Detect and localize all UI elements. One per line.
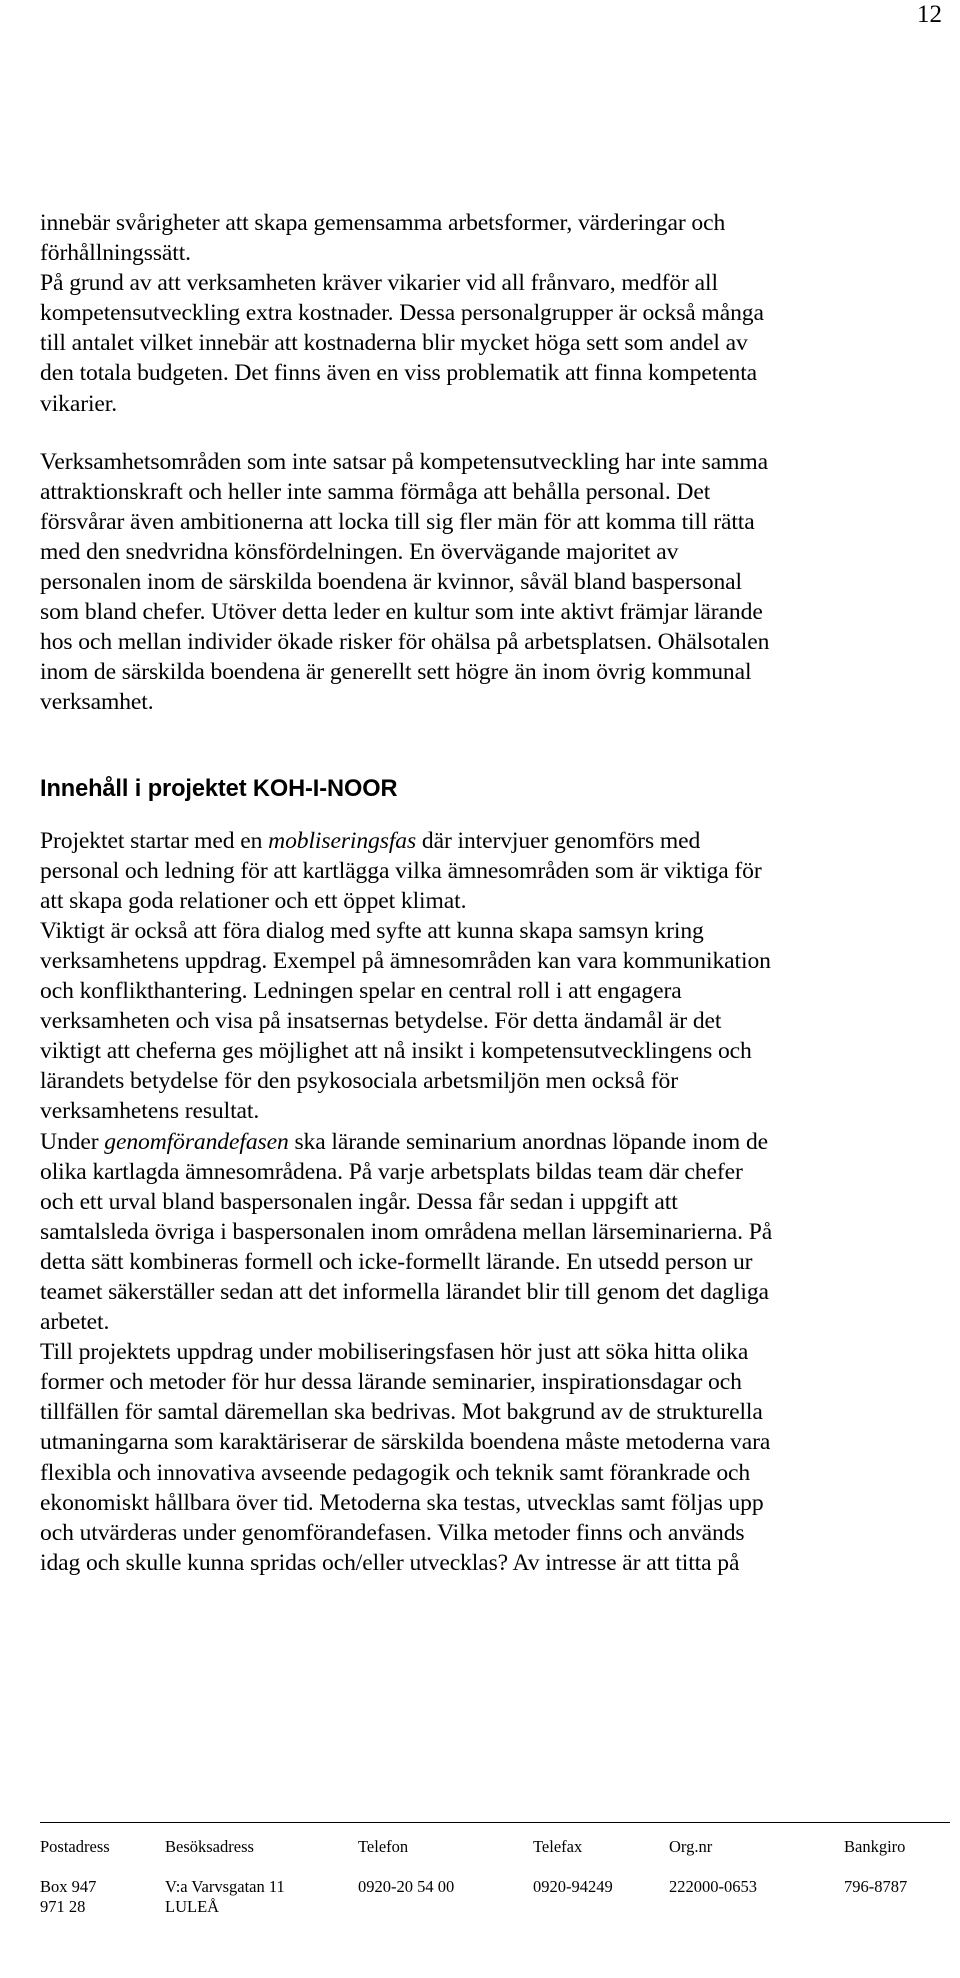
text-line: former och metoder för hur dessa lärande seminarier, inspirationsdagar och xyxy=(40,1369,742,1396)
text-line: lärandets betydelse för den psykosociala arbetsmiljön men också för xyxy=(40,1068,678,1095)
text-line: Till projektets uppdrag under mobiliseringsfasen hör just att söka hitta olika xyxy=(40,1339,749,1366)
text-line: teamet säkerställer sedan att det informella lärandet blir till genom det dagliga xyxy=(40,1279,769,1305)
text-line: utmaningarna som karaktäriserar de särskilda boendena måste metoderna vara xyxy=(40,1429,771,1456)
footer-label-postadress: Postadress xyxy=(40,1837,110,1856)
section-body xyxy=(40,826,960,1578)
footer-label-besoksadress: Besöksadress xyxy=(165,1837,254,1856)
text-line: Projektet startar med en mobliseringsfas där intervjuer genomförs med xyxy=(40,827,701,854)
text-line: ekonomiskt hållbara över tid. Metoderna ska testas, utvecklas samt följas upp xyxy=(40,1489,764,1516)
text-line: verksamhetens uppdrag. Exempel på ämnesområden kan vara kommunikation xyxy=(40,947,771,974)
text-line: idag och skulle kunna spridas och/eller utvecklas? Av intresse är att titta på xyxy=(40,1549,740,1576)
term-emphasis: mobliseringsfas xyxy=(268,827,417,854)
text-line: verksamhet. xyxy=(40,689,154,716)
text-line: Viktigt är också att föra dialog med syfte att kunna skapa samsyn kring xyxy=(40,917,704,944)
paragraph-1 xyxy=(40,208,960,419)
text-line: Under genomförandefasen ska lärande seminarium anordnas löpande inom de xyxy=(40,1128,769,1155)
section-heading: Innehåll i projektet KOH-I-NOOR xyxy=(40,775,398,802)
text-line: personalen inom de särskilda boendena är kvinnor, såväl bland baspersonal xyxy=(40,569,742,596)
text-line: attraktionskraft och heller inte samma förmåga att behålla personal. Det xyxy=(40,478,711,505)
text-line: flexibla och innovativa avseende pedagogik och teknik samt förankrade och xyxy=(40,1459,751,1486)
footer-divider xyxy=(40,1822,950,1823)
text-line: arbetet. xyxy=(40,1309,110,1336)
footer-label-telefax: Telefax xyxy=(533,1837,583,1856)
text-line: förhållningssätt. xyxy=(40,240,191,267)
footer-label-orgnr: Org.nr xyxy=(669,1837,713,1856)
text-line: och utvärderas under genomförandefasen. Vilka metoder finns och används xyxy=(40,1519,745,1546)
text-line: till antalet vilket innebär att kostnaderna blir mycket höga sett som andel av xyxy=(40,330,748,357)
footer-label-bankgiro: Bankgiro xyxy=(844,1837,906,1856)
contact-table xyxy=(40,1837,950,1917)
text-line: vikarier. xyxy=(40,390,118,417)
text-line: inom de särskilda boendena är generellt sett högre än inom övrig kommunal xyxy=(40,659,752,686)
text-line: att skapa goda relationer och ett öppet klimat. xyxy=(40,887,467,914)
text-line: försvårar även ambitionerna att locka till sig fler män för att komma till rätta xyxy=(40,508,755,535)
text-line: verksamhetens resultat. xyxy=(40,1098,260,1125)
text-line: viktigt att cheferna ges möjlighet att nå insikt i kompetensutvecklingens och xyxy=(40,1038,752,1065)
text-line: som bland chefer. Utöver detta leder en kultur som inte aktivt främjar lärande xyxy=(40,599,763,626)
text-line: På grund av att verksamheten kräver vikarier vid all frånvaro, medför all xyxy=(40,270,718,297)
footer-value-row xyxy=(40,1897,950,1917)
text-line: verksamheten och visa på insatsernas betydelse. För detta ändamål är det xyxy=(40,1008,722,1035)
text-line: tillfällen för samtal däremellan ska bedrivas. Mot bakgrund av de strukturella xyxy=(40,1399,763,1426)
footer-value-telefax: 0920-94249 xyxy=(533,1877,613,1896)
page-footer xyxy=(40,1837,950,1917)
text-line: innebär svårigheter att skapa gemensamma arbetsformer, värderingar och xyxy=(40,210,726,236)
footer-value-besoksadress: V:a Varvsgatan 11 xyxy=(165,1877,285,1896)
footer-header-row xyxy=(40,1837,950,1877)
text-line: kompetensutveckling extra kostnader. Dessa personalgrupper är också många xyxy=(40,300,764,327)
paragraph-2 xyxy=(40,447,960,718)
text-line: den totala budgeten. Det finns även en viss problematik att finna kompetenta xyxy=(40,360,758,387)
footer-value-bankgiro: 796-8787 xyxy=(844,1877,908,1896)
footer-label-telefon: Telefon xyxy=(358,1837,409,1856)
text-line: och ett urval bland baspersonalen ingår. Dessa får sedan i uppgift att xyxy=(40,1188,678,1215)
footer-value-ort: LULEÅ xyxy=(165,1897,220,1916)
term-emphasis: genomförandefasen xyxy=(104,1128,289,1155)
footer-value-telefon: 0920-20 54 00 xyxy=(358,1877,455,1896)
text-line: samtalsleda övriga i baspersonalen inom områdena mellan lärseminarierna. På xyxy=(40,1218,773,1245)
footer-value-row xyxy=(40,1877,950,1897)
text-line: personal och ledning för att kartlägga vilka ämnesområden som är viktiga för xyxy=(40,857,762,884)
text-line: med den snedvridna könsfördelningen. En övervägande majoritet av xyxy=(40,538,679,565)
text-line: detta sätt kombineras formell och icke-formellt lärande. En utsedd person ur xyxy=(40,1248,753,1275)
footer-value-orgnr: 222000-0653 xyxy=(669,1877,757,1896)
text-line: Verksamhetsområden som inte satsar på kompetensutveckling har inte samma xyxy=(40,448,768,475)
text-line: och konflikthantering. Ledningen spelar en central roll i att engagera xyxy=(40,978,682,1005)
footer-value-postnummer: 971 28 xyxy=(40,1897,86,1916)
document-body xyxy=(40,208,960,1578)
text-line: hos och mellan individer ökade risker för ohälsa på arbetsplatsen. Ohälsotalen xyxy=(40,629,770,656)
footer-value-postadress: Box 947 xyxy=(40,1877,97,1896)
page-number: 12 xyxy=(917,1,942,28)
text-line: olika kartlagda ämnesområdena. På varje arbetsplats bildas team där chefer xyxy=(40,1158,743,1185)
